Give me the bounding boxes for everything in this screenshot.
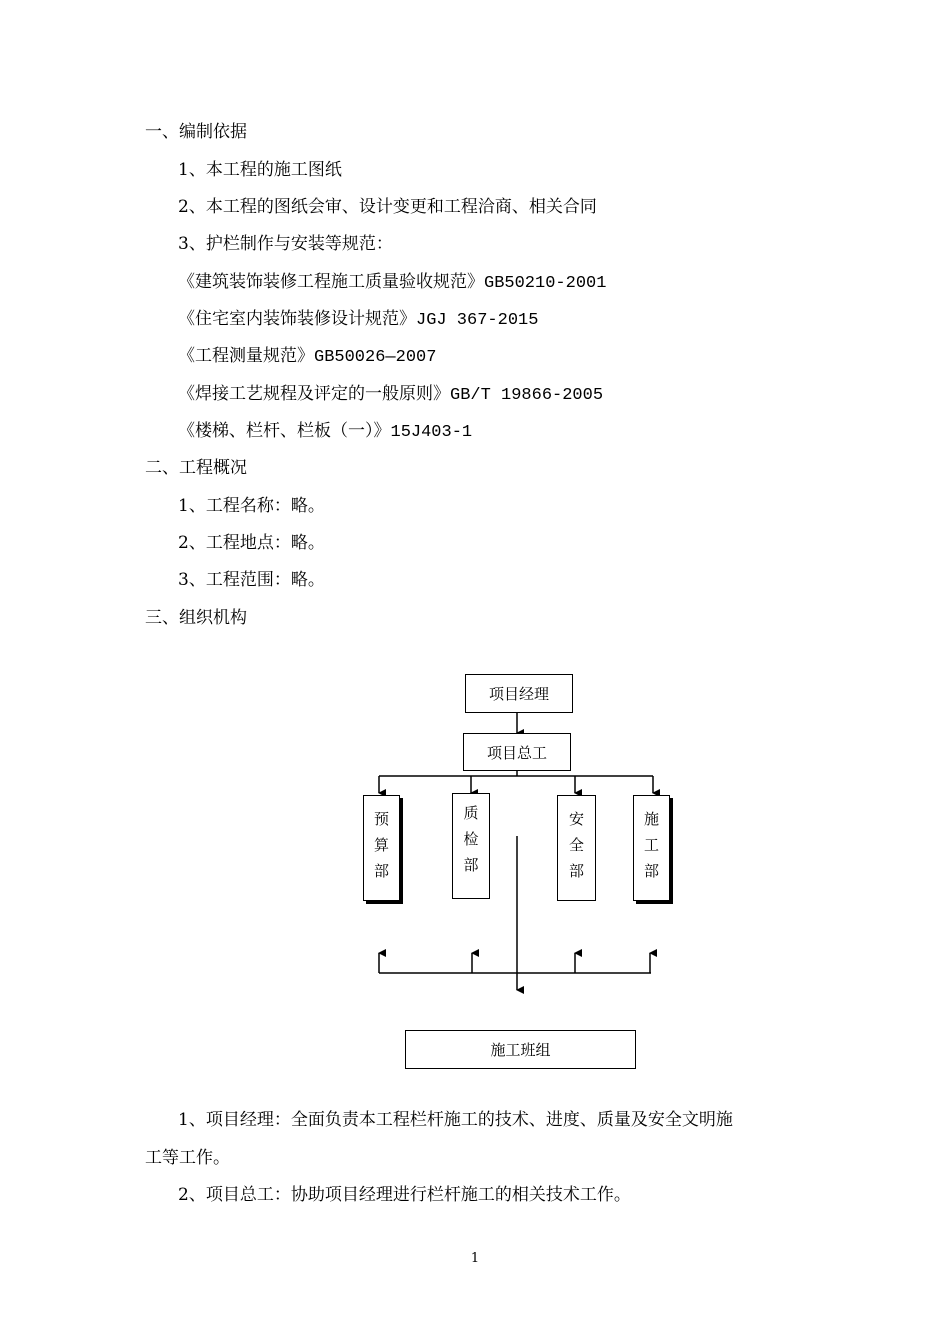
duty-1-line-2: 工等工作。 bbox=[145, 1148, 230, 1168]
standard-5-code: 15J403-1 bbox=[390, 423, 473, 442]
org-char: 质 bbox=[463, 804, 479, 822]
section-2-item-2: 2、工程地点：略。 bbox=[178, 533, 325, 553]
section-2-item-1: 1、工程名称：略。 bbox=[178, 496, 325, 516]
standard-1-title: 《建筑装饰装修工程施工质量验收规范》 bbox=[178, 272, 484, 292]
org-char: 部 bbox=[373, 862, 389, 880]
org-box-chief-engineer bbox=[463, 733, 571, 771]
org-box-quality-dept bbox=[452, 793, 490, 899]
org-char: 部 bbox=[643, 862, 659, 880]
org-char: 部 bbox=[568, 862, 584, 880]
org-label-chief-engineer: 项目总工 bbox=[486, 743, 547, 762]
duty-1-line-1: 1、项目经理：全面负责本工程栏杆施工的技术、进度、质量及安全文明施 bbox=[178, 1110, 733, 1130]
section-3-heading: 三、组织机构 bbox=[145, 608, 247, 628]
org-label-project-manager: 项目经理 bbox=[488, 685, 549, 703]
org-char: 全 bbox=[568, 836, 584, 854]
standard-2-code: JGJ 367-2015 bbox=[416, 311, 539, 330]
org-char: 工 bbox=[643, 836, 659, 854]
section-2-item-3: 3、工程范围：略。 bbox=[178, 570, 325, 590]
org-char: 安 bbox=[568, 810, 584, 828]
org-char: 检 bbox=[463, 830, 479, 848]
standard-1-code: GB50210-2001 bbox=[484, 274, 607, 293]
standard-4-title: 《焊接工艺规程及评定的一般原则》 bbox=[178, 384, 450, 404]
section-1-item-1: 1、本工程的施工图纸 bbox=[178, 160, 342, 180]
org-box-safety-dept bbox=[557, 795, 596, 901]
section-2-heading: 二、工程概况 bbox=[145, 458, 247, 478]
standard-2-title: 《住宅室内装饰装修设计规范》 bbox=[178, 309, 416, 329]
page-number: 1 bbox=[470, 1251, 480, 1266]
org-char: 算 bbox=[373, 836, 389, 854]
org-char: 部 bbox=[463, 856, 479, 874]
section-1-heading: 一、编制依据 bbox=[145, 122, 247, 142]
section-1-item-2: 2、本工程的图纸会审、设计变更和工程洽商、相关合同 bbox=[178, 197, 597, 217]
section-1-item-3: 3、护栏制作与安装等规范： bbox=[178, 234, 393, 254]
standard-3-code: GB50026—2007 bbox=[314, 348, 437, 367]
standard-3-title: 《工程测量规范》 bbox=[178, 346, 314, 366]
duty-2: 2、项目总工：协助项目经理进行栏杆施工的相关技术工作。 bbox=[178, 1185, 631, 1205]
org-label-construction-team: 施工班组 bbox=[490, 1041, 551, 1059]
standard-4-code: GB/T 19866-2005 bbox=[450, 386, 604, 405]
standard-5-title: 《楼梯、栏杆、栏板（一）》 bbox=[178, 421, 391, 441]
org-box-budget-dept bbox=[363, 795, 400, 901]
org-box-project-manager bbox=[465, 674, 573, 713]
org-char: 施 bbox=[643, 810, 659, 828]
org-char: 预 bbox=[373, 810, 389, 828]
org-box-construction-team bbox=[405, 1030, 636, 1069]
org-box-construction-dept bbox=[633, 795, 670, 901]
